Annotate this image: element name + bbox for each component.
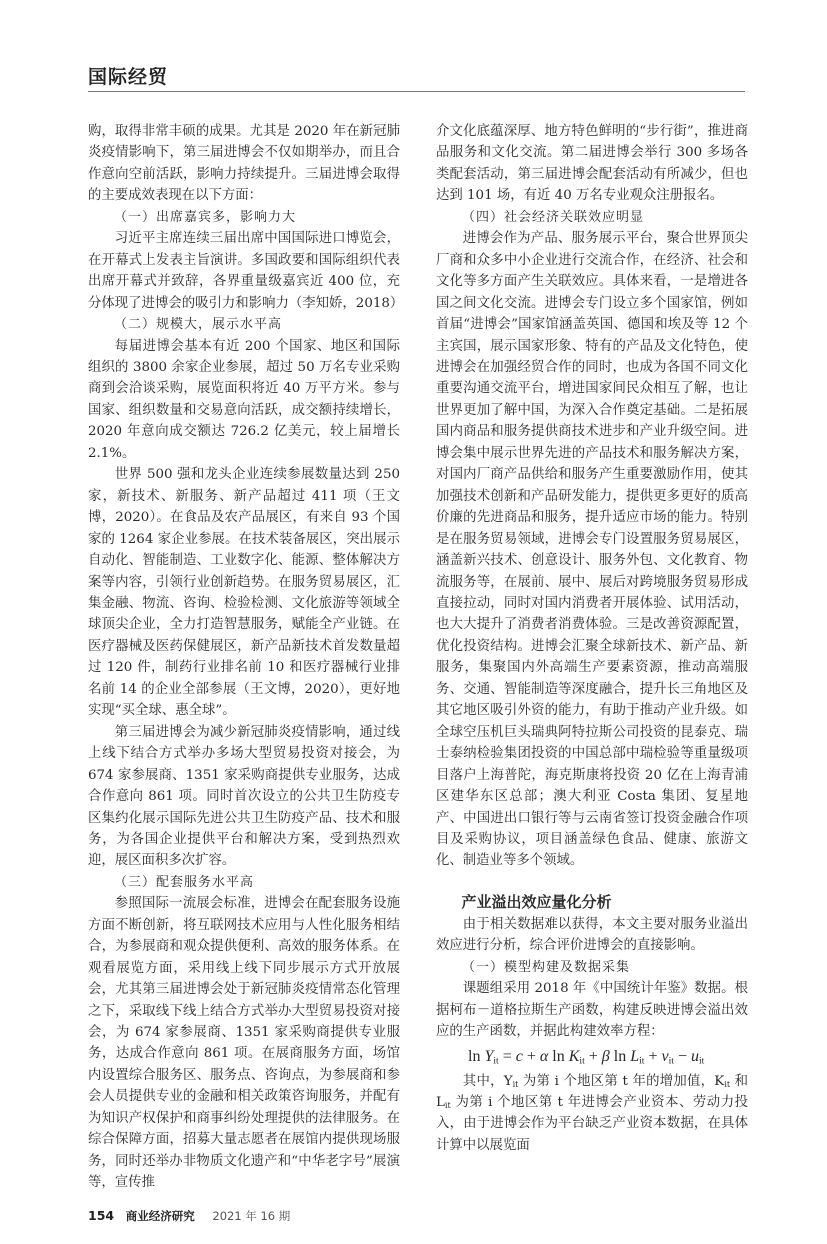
text-run: K bbox=[568, 1047, 580, 1065]
text-run: 和 L bbox=[436, 1073, 749, 1111]
subsection-heading: （四）社会经济关联效应明显 bbox=[462, 209, 645, 225]
text-run: + bbox=[584, 1047, 602, 1065]
text-run: ln bbox=[548, 1047, 569, 1065]
subsection-heading: （一）模型构建及数据采集 bbox=[462, 959, 631, 975]
text-run: ln bbox=[468, 1047, 485, 1065]
text-run: + bbox=[644, 1047, 662, 1065]
text-run: c bbox=[515, 1047, 523, 1065]
text-run: Y bbox=[484, 1047, 494, 1065]
subscript: it bbox=[493, 1054, 499, 1066]
paragraph: 进博会作为产品、服务展示平台，聚合世界顶尖厂商和众多中小企业进行交流合作，在经济、社会和文化等多方面产生关联效应。具体来看，一是增进各国之间文化交流。进博会专门设立多个国家馆，例如首届“进博会”国家馆涵盖英国、德国和埃及等 12 个主宾国，展示国家形象、特有的产品及文化特色，使进博会在加强经贸合作的同时，也成为各国不同文化重要沟通交流平台，增进国家间民众相互了解，也让世界更加了解中国，为深入合作奠定基础。二是拓展国内商品和服务提供商技术进步和产业升级空间。进博会集中展示世界先进的产品技术和服务解决方案，对国内厂商产品供给和服务产生重要激励作用，使其加强技术创新和产品研发能力，提供更多更好的质高价廉的先进商品和服务，提升适应市场的能力。特别是在服务贸易领域，进博会专门设置服务贸易展区，涵盖新兴技术、创意设计、服务外包、文化教育、物流服务等，在展前、展中、展后对跨境服务贸易形成直接拉动，同时对国内消费者开展体验、试用活动，也大大提升了消费者消费体验。三是改善资源配置，优化投资结构。进博会汇聚全球新技术、新产品、新服务，集聚国内外高端生产要素资源，推动高端服务、交通、智能制造等深度融合，提升长三角地区及其它地区吸引外资的能力，有助于推动产业升级。如全球空压机巨头瑞典阿特拉斯公司投资的昆泰克、瑞士泰纳检验集团投资的中国总部中瑞检验等重量级项目落户上海普陀，海克斯康将投资 20 亿在上海青浦区建华东区总部；澳大利亚 Costa 集团、复星地产、中国进出口银行等与云南省签订投资金融合作项目及采购协议，项目涵盖绿色食品、健康、旅游文化、制造业等多个领域。 bbox=[436, 231, 748, 869]
text-run: L bbox=[630, 1047, 640, 1065]
text-run: 为第 i 个地区第 t 年进博会产业资本、劳动力投入，由于进博会作为平台缺乏产业资本数据，在具体计算中以展览面 bbox=[436, 1095, 748, 1153]
subscript: it bbox=[668, 1054, 674, 1066]
subscript: it bbox=[724, 1079, 731, 1089]
header-divider bbox=[88, 91, 745, 92]
subsection-heading: （二）规模大，展示水平高 bbox=[114, 317, 283, 333]
subscript: it bbox=[512, 1079, 519, 1089]
left-column bbox=[88, 121, 404, 1194]
text-run: + bbox=[522, 1047, 540, 1065]
paragraph: 参照国际一流展会标准，进博会在配套服务设施方面不断创新，将互联网技术应用与人性化服务相结合，为参展商和观众提供便利、高效的服务体系。在观看展览方面，采用线上线下同步展示方式开放展会，尤其第三届进博会处于新冠肺炎疫情常态化管理之下，采取线下线上结合方式举办大型贸易投资对接会，为 674 家参展商、1351 家采购商提供专业服务，达成合作意向 861 项。在展商服务方面，场馆内设置综合服务区、服务点、咨询点，为参展商和参会人员提供专业的金融和相关政策咨询服务，并配有为知识产权保护和商事纠纷处理提供的法律服务。在综合保障方面，招募大量志愿者在展馆内提供现场服务，同时还举办非物质文化遗产和“中华老字号”展演等，宣传推 bbox=[88, 896, 400, 1191]
paragraph: 每届进博会基本有近 200 个国家、地区和国际组织的 3800 余家企业参展，超过 50 万名专业采购商到会洽谈采购，展览面积将近 40 万平方米。参与国家、组织数量和交易意向活跃，成交额持续增长，2020 年意向成交额达 726.2 亿美元，较上届增长 2.1%。 bbox=[88, 338, 400, 461]
section-title: 国际经贸 bbox=[88, 66, 169, 88]
paragraph: 第三届进博会为减少新冠肺炎疫情影响，通过线上线下结合方式举办多场大型贸易投资对接会，为 674 家参展商、1351 家采购商提供专业服务，达成合作意向 861 项。同时首次设立的公共卫生防疫专区集约化展示国际先进公共卫生防疫产品、技术和服务，为各国企业提供平台和解决方案，受到热烈欢迎，展区面积多次扩容。 bbox=[88, 724, 400, 869]
text-run: v bbox=[661, 1047, 669, 1065]
two-column-layout bbox=[88, 121, 748, 1194]
text-run: 其中，Y bbox=[462, 1073, 513, 1089]
paragraph bbox=[436, 1071, 748, 1157]
paragraph: 课题组采用 2018 年《中国统计年鉴》数据。根据柯布－道格拉斯生产函数，构建反映进博会溢出效应的生产函数，并据此构建效率方程： bbox=[436, 981, 748, 1040]
text-run: ln bbox=[609, 1047, 631, 1065]
page-footer bbox=[88, 1208, 748, 1244]
paragraph: 购，取得非常丰硕的成果。尤其是 2020 年在新冠肺炎疫情影响下，第三届进博会不仅如期举办，而且合作意向空前活跃，影响力持续提升。三届进博会取得的主要成效表现在以下方面： bbox=[88, 124, 400, 204]
paragraph: 介文化底蕴深厚、地方特色鲜明的“步行街”，推进商品服务和文化交流。第二届进博会举行 300 多场各类配套活动，第三届进博会配套活动有所减少，但也达到 101 场，有近 40 万名专业观众注册报名。 bbox=[436, 124, 748, 204]
paragraph: 世界 500 强和龙头企业连续参展数量达到 250 家，新技术、新服务、新产品超过 411 项（王文博，2020）。在食品及农产品展区，有来自 93 个国家的 1264 家企业参展。在技术装备展区，突出展示自动化、智能制造、工业数字化、能源、整体解决方案等内容，引领行业创新趋势。在服务贸易展区，汇集金融、物流、咨询、检验检测、文化旅游等领域全球顶尖企业，全力打造智慧服务，赋能全产业链。在医疗器械及医药保健展区，新产品新技术首发数量超过 120 件，制药行业排名前 10 和医疗器械行业排名前 14 的企业全部参展（王文博，2020），更好地实现“买全球、惠全球”。 bbox=[88, 467, 400, 719]
subscript: it bbox=[444, 1101, 451, 1111]
issue-label: 2021 年 16 期 bbox=[212, 1208, 291, 1223]
text-run: = bbox=[498, 1047, 516, 1065]
subscript: it bbox=[639, 1054, 645, 1066]
journal-name: 商业经济研究 bbox=[125, 1208, 195, 1223]
subsection-heading: （三）配套服务水平高 bbox=[114, 874, 255, 890]
text-run: − bbox=[673, 1047, 691, 1065]
subscript: it bbox=[579, 1054, 585, 1066]
page-number: 154 bbox=[88, 1207, 115, 1223]
paragraph: 习近平主席连续三届出席中国国际进口博览会，在开幕式上发表主旨演讲。多国政要和国际组织代表出席开幕式并致辞，各界重量级嘉宾近 400 位，充分体现了进博会的吸引力和影响力（李知娇，2018） bbox=[88, 231, 404, 311]
text-run: 为第 i 个地区第 t 年的增加值，K bbox=[518, 1073, 725, 1089]
text-run: α bbox=[539, 1047, 549, 1065]
right-column bbox=[436, 121, 748, 1156]
page-body bbox=[88, 121, 748, 1244]
subscript: it bbox=[698, 1054, 705, 1066]
section-heading: 产业溢出效应量化分析 bbox=[461, 892, 612, 911]
text-run: u bbox=[690, 1047, 699, 1065]
equation bbox=[436, 1045, 748, 1069]
text-run: β bbox=[601, 1047, 610, 1065]
paragraph: 由于相关数据难以获得，本文主要对服务业溢出效应进行分析，综合评价进博会的直接影响。 bbox=[436, 916, 748, 954]
subsection-heading: （一）出席嘉宾多，影响力大 bbox=[114, 209, 297, 225]
